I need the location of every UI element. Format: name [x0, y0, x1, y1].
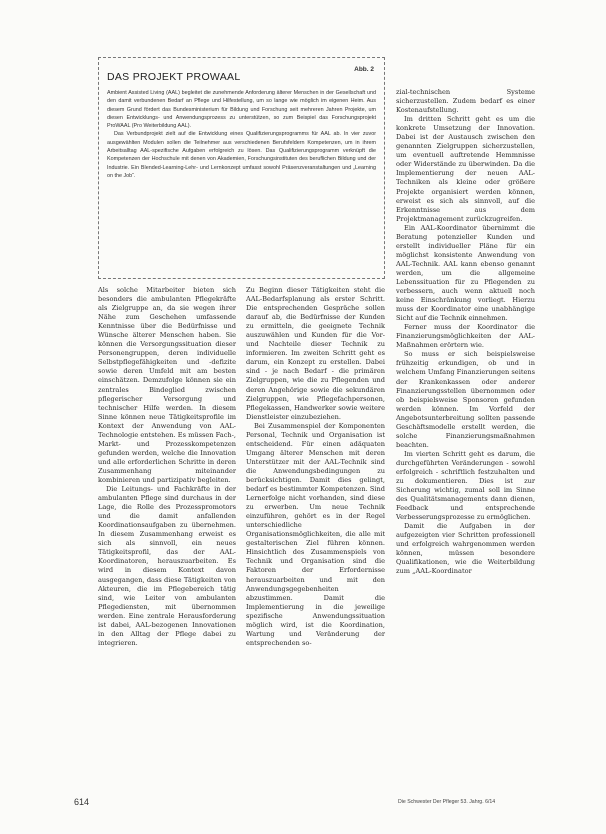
page-number: 614	[74, 797, 90, 807]
paragraph: Ferner muss der Koordinator die Finanzierungsmöglichkeiten der AAL-Maßnahmen erörtern wie.	[396, 323, 535, 350]
box-paragraph: Ambient Assisted Living (AAL) begleitet die zunehmende Anforderung älterer Menschen in der Gesellschaft und den damit verbundenen Bedarf an Pflege und Hilfestellung, um so lange wie möglich im eigenen Heim. Aus diesem Grund fördert das Bundesministerium für Bildung und Forschung seit mehreren Jahren Projekte, um diesen Entwicklungs- und Anwendungsprozess zu unterstützen, so zum Beispiel das Forschungsprojekt ProWAAL (Pro Weiterbildung AAL).	[107, 90, 376, 130]
paragraph: Im vierten Schritt geht es darum, die durchgeführten Veränderungen - sowohl erfolgreich - schriftlich festzuhalten und zu dokumentieren. Dies ist zur Sicherung wichtig, zumal soll im Sinne des Qualitätsmanagements dann dienen, Feedback und entsprechende Verbesserungsprozesse zu ermöglichen.	[396, 449, 535, 522]
figure-tag: Abb. 2	[354, 66, 374, 73]
paragraph: zial-technischen Systeme sicherzustellen. Zudem bedarf es einer Kostenaufstellung.	[396, 88, 535, 115]
box-title: DAS PROJEKT PROWAAL	[107, 71, 241, 83]
paragraph: Die Leitungs- und Fachkräfte in der ambulanten Pflege sind durchaus in der Lage, die Rolle des Prozesspromotors und die damit anfallenden Koordinationsaufgaben zu übernehmen. In diesem Zusammenhang erweist es sich als sinnvoll, ein neues Tätigkeitsprofil, das der AAL-Koordinatoren, herauszuarbeiten. Es wird in diesem Kontext davon ausgegangen, dass diese Tätigkeiten von Akteuren, die im Pflegebereich tätig sind, wie Leiter von ambulanten Pflegediensten, mit übernommen werden. Eine zentrale Herausforderung ist dabei, AAL-bezogenen Innovationen in den Alltag der Pflege dabei zu integrieren.	[98, 485, 236, 647]
info-box	[98, 57, 385, 279]
text-column-right	[396, 88, 535, 577]
paragraph: Damit die Aufgaben in der aufgezeigten vier Schritten professionell und erfolgreich wahrgenommen werden können, müssen besondere Qualifikationen, wie die Weiterbildung zum „AAL-Koordinator	[396, 522, 535, 576]
text-column-left	[98, 286, 236, 648]
paragraph: Bei Zusammenspiel der Komponenten Personal, Technik und Organisation ist entscheidend. Für einen adäquaten Umgang älterer Menschen mit deren Unterstützer mit der AAL-Technik sind die Anwendungsbedingungen zu berücksichtigen. Damit dies gelingt, bedarf es bestimmter Kompetenzen. Sind Lernerfolge nicht vorhanden, sind diese zu erwerben. Um neue Technik einzuführen, gehört es in der Regel unterschiedliche Organisationsmöglichkeiten, die alle mit gestalterischen Ziel führen können. Hinsichtlich des Zusammenspiels von Technik und Organisation sind die Faktoren der Erfordernisse herauszuarbeiten und mit den Anwendungsgegebenheiten abzustimmen. Damit die Implementierung in die jeweilige spezifische Anwendungssituation möglich wird, ist die Koordination, Wartung und Veränderung der entsprechenden so-	[246, 421, 385, 647]
paragraph: Ein AAL-Koordinator übernimmt die Beratung potenzieller Kunden und erstellt individueller Pläne für ein möglichst konsistente Anwendung von AAL-Technik. AAL kann ebenso genannt werden, um die allgemeine Lebenssituation für zu Pflegenden zu verbessern, auch wenn aktuell noch keine Einschränkung vorliegt. Hierzu muss der Koordinator eine unabhängige Sicht auf die Technik einnehmen.	[396, 223, 535, 323]
paragraph: So muss er sich beispielsweise frühzeitig erkundigen, ob und in welchem Umfang Finanzierungen seitens der Krankenkassen oder anderer Finanzierungsstellen übernommen oder ob beispielsweise Sponsoren gefunden werden können. Im Vorfeld der Angebotsunterbreitung sollten passende Geschäftsmodelle erstellt werden, die solche Finanzierungsmaßnahmen beachten.	[396, 350, 535, 449]
text-column-middle	[246, 286, 385, 648]
box-paragraph: Das Verbundprojekt zielt auf die Entwicklung eines Qualifizierungsprogramms für AAL ab. In vier zuvor ausgewählten Modulen sollen die Teilnehmer aus verschiedenen Berufsfeldern Kompetenzen, um in ihrem Arbeitsalltag AAL-spezifische Aufgaben erfolgreich zu lösen. Das Qualifizierungsprogramm verknüpft die Kompetenzen der Hochschule mit denen von Akademien, Forschungsinstituten des beruflichen Bildung und der Industrie. Ein Blended-Learning-Lehr- und Lernkonzept umfasst sowohl Präsenzveranstaltungen und „Learning on the Job“.	[107, 131, 376, 179]
journal-footer: Die Schwester Der Pfleger 53. Jahrg. 6/14	[398, 799, 496, 805]
paragraph: Im dritten Schritt geht es um die konkrete Umsetzung der Innovation. Dabei ist der Austausch zwischen den genannten Zielgruppen sicherzustellen, um eventuell auftretende Hemmnisse oder Widerstände zu überwinden. Da die Implementierung der neuen AAL-Techniken als kleine oder größere Projekte organisiert werden können, erweist es sich als sinnvoll, auf die Erkenntnisse aus dem Projektmanagement zurückzugreifen.	[396, 115, 535, 223]
paragraph: Als solche Mitarbeiter bieten sich besonders die ambulanten Pflegekräfte als Zielgruppe an, da sie wegen ihrer Nähe zum Geschehen umfassende Kenntnisse über die Bedürfnisse und Wünsche älterer Menschen haben. Sie können die Versorgungssituation dieser Personengruppen, deren individuelle Selbstpflegefähigkeiten und -defizite sowie deren Umfeld mit am besten einschätzen. Demzufolge können sie ein zentrales Bindeglied zwischen pflegerischer Versorgung und technischer Hilfe werden. In diesem Sinne können neue Tätigkeitsprofile im Kontext der Anwendung von AAL-Technologie entstehen. Es müssen Fach-, Markt- und Prozesskompetenzen gefunden werden, welche die Innovation und alle erforderlichen Schritte in deren Zusammenhang miteinander kombinieren und partizipativ begleiten.	[98, 286, 236, 484]
paragraph: Zu Beginn dieser Tätigkeiten steht die AAL-Bedarfsplanung als erster Schritt. Die entsprechenden Gespräche sollen darauf ab, die Bedürfnisse der Kunden zu ermitteln, die geeignete Technik auszuwählen und Kunden für die Vor- und Nachteile dieser Technik zu informieren. Im zweiten Schritt geht es darum, ein Konzept zu erstellen. Dabei sind - je nach Bedarf - die primären Zielgruppen, wie die zu Pflegenden und deren Angehörige sowie die sekundären Zielgruppen, wie Pflegefachpersonen, Pflegekassen, Handwerker sowie weitere Dienstleister einzubeziehen.	[246, 286, 385, 421]
